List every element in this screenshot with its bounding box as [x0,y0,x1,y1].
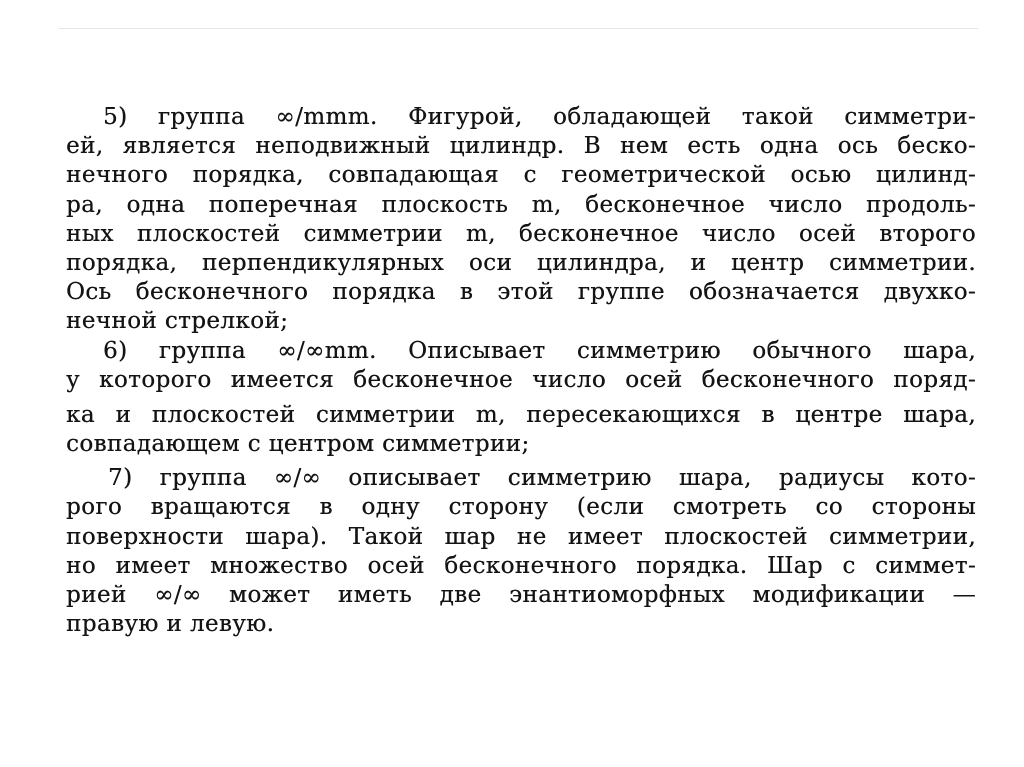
paragraph-6 [66,337,976,460]
text-line: рией ∞/∞ может иметь две энантиоморфных модификации — [66,582,976,608]
text-line: ра, одна поперечная плоскость m, бесконечное число продоль- [66,191,976,218]
text-line: нечного порядка, совпадающая с геометрической осью цилинд- [66,162,976,189]
text-line: правую и левую. [66,611,275,638]
top-divider [58,28,978,29]
text-line: совпадающем с центром симметрии; [66,431,530,458]
paragraph-7 [66,464,976,639]
text-line: у которого имеется бесконечное число осей бесконечного поряд- [66,366,976,393]
text-line: 7) группа ∞/∞ описывает симметрию шара, радиусы кото- [108,465,976,492]
text-line: ей, является неподвижный цилиндр. В нем есть одна ось беско- [66,133,976,160]
text-line: поверхности шара). Такой шар не имеет плоскостей симметрии, [66,523,976,550]
text-line: 5) группа ∞/mmm. Фигурой, обладающей такой симметри- [103,104,976,130]
text-line: но имеет множество осей бесконечного порядка. Шар с симмет- [66,552,976,579]
text-line: порядка, перпендикулярных оси цилиндра, и центр симметрии. [66,249,976,276]
text-line: Ось бесконечного порядка в этой группе обозначается двухко- [66,279,976,306]
text-line: ных плоскостей симметрии m, бесконечное число осей второго [66,220,976,247]
text-line: рого вращаются в одну сторону (если смотреть со стороны [66,494,976,521]
document-text [66,103,976,639]
text-line: ка и плоскостей симметрии m, пересекающихся в центре шара, [66,401,976,428]
text-line: нечной стрелкой; [66,308,289,335]
text-line: 6) группа ∞/∞mm. Описывает симметрию обычного шара, [103,337,976,364]
paragraph-5 [66,103,976,337]
